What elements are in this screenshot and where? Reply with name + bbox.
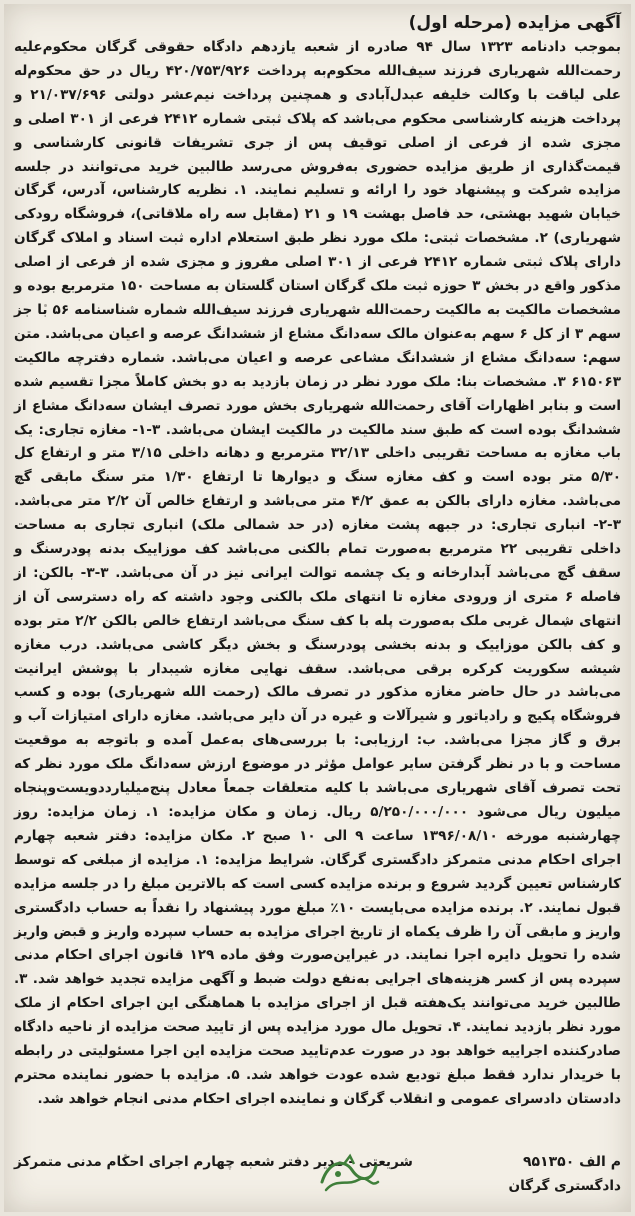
green-stamp-icon [314, 1152, 384, 1198]
notice-title: آگهی مزایده (مرحله اول) [408, 13, 621, 33]
auction-notice [14, 12, 621, 1152]
organization-name: دادگستری گرگان [508, 1178, 621, 1194]
signer-name: شریعتی - مدیر دفتر شعبه چهارم اجرای احکام مدنی متمرکز [14, 1154, 413, 1170]
newspaper-clipping [4, 4, 631, 1212]
notice-footer [14, 1150, 621, 1204]
reference-number: م الف ۹۵۱۳۵۰ [522, 1154, 621, 1170]
notice-body: بموجب دادنامه ۱۳۲۳ سال ۹۴ صادره از شعبه یازدهم دادگاه حقوقی گرگان محکوم‌علیه رحمت‌الله شهریاری فرزند سیف‌الله محکوم‌به پرداخت ۴۲۰/۷۵۳/۹۲۶ ریال در حق محکوم‌له علی لیاقت با وکالت خلیفه عبدل‌آبادی و همچنین پرداخت نیم‌عشر دولتی ۲۱/۰۳۷/۶۹۶ و پرداخت هزینه کارشناسی محکوم می‌باشد که پلاک ثبتی شماره ۲۴۱۲ فرعی از ۳۰۱ اصلی و مجزی شده از فرعی از اصلی توقیف پس از جری تشریفات قانونی کارشناسی و قیمت‌گذاری از طریق مزایده حضوری به‌فروش می‌رسد طالبین خرید می‌توانند در جلسه مزایده شرکت و پیشنهاد خود را ارائه و تسلیم نمایند. ۱. نظریه کارشناس، آدرس، گرگان خیابان شهید بهشتی، حد فاصل بهشت ۱۹ و ۲۱ (مقابل سه راه ملاقاتی)، فروشگاه رودکی شهریاری) ۲. مشخصات ثبتی: ملک مورد نظر طبق استعلام اداره ثبت اسناد و املاک گرگان دارای پلاک ثبتی شماره ۲۴۱۲ فرعی از ۳۰۱ اصلی مفروز و مجزی شده از فرعی از اصلی مذکور واقع در بخش ۳ حوزه ثبت ملک گرگان استان گلستان به مساحت ۱۵۰ مترمربع بوده و مشخصات مالکیت به مالکیت رحمت‌الله شهریاری فرزند سیف‌الله شماره شناسنامه ۵۶ با جز سهم ۳ از کل ۶ سهم به‌عنوان مالک سه‌دانگ مشاع از ششدانگ عرصه و اعیان می‌باشد. متن سهم: سه‌دانگ مشاع از ششدانگ مشاعی عرصه و اعیان می‌باشد. شماره دفترچه مالکیت ۶۱۵۰۶۳ ۳. مشخصات بنا: ملک مورد نظر در زمان بازدید به دو بخش کاملاً مجزا تقسیم شده است و بنابر اظهارات آقای رحمت‌الله شهریاری بخش مورد تصرف ایشان سه‌دانگ مشاع از ششدانگ بوده است که طبق سند مالکیت در مالکیت ایشان می‌باشد. ۳-۱- مغازه تجاری: یک باب مغازه به مساحت تقریبی داخلی ۳۲/۱۳ مترمربع و دهانه داخلی ۳/۱۵ متر و ارتفاع کل ۵/۳۰ متر بوده است و کف مغازه سنگ و دیوارها تا ارتفاع ۱/۳۰ متر سنگ مابقی گچ می‌باشد. مغازه دارای بالکن به عمق ۴/۲ متر می‌باشد و ارتفاع خالص آن ۲/۲ متر می‌باشد. ۳-۲- انباری تجاری: در جبهه پشت مغازه (در حد شمالی ملک) انباری تجاری به مساحت داخلی تقریبی ۲۲ مترمربع به‌صورت تمام بالکنی می‌باشد کف موزاییک بدنه پودرسنگ و سقف گچ می‌باشد آبدارخانه و یک چشمه توالت ایرانی نیز در آن می‌باشد. ۳-۳- بالکن: از فاصله ۶ متری از ورودی مغازه تا انتهای ملک بالکنی وجود داشته که راه دسترسی آن از انتهای شمال غربی ملک به‌صورت پله با کف سنگ می‌باشد ارتفاع خالص بالکن ۲/۲ متر بوده و کف بالکن موزاییک و بدنه بخشی پودرسنگ و بخش دیگر کاشی می‌باشد. درب مغازه شیشه سکوریت کرکره برقی می‌باشد. سقف نهایی مغازه شیبدار با پوشش ایرانیت می‌باشد در حال حاضر مغازه مذکور در تصرف مالک (رحمت الله شهریاری) بوده و کسب فروشگاه پکیج و رادیاتور و شیرآلات و غیره در آن دایر می‌باشد. مغازه دارای امتیازات آب و برق و گاز مجزا می‌باشد. ب: ارزیابی: با بررسی‌های به‌عمل آمده و باتوجه به موقعیت مساحت و با در نظر گرفتن سایر عوامل مؤثر در موضوع ارزش سه‌دانگ ملک مورد نظر که تحت تصرف آقای شهریاری می‌باشد با کلیه متعلقات جمعاً معادل پنج‌میلیارد‌دویست‌وپنجاه میلیون ریال می‌شود ۵/۲۵۰/۰۰۰/۰۰۰ ریال. زمان و مکان مزایده: ۱. زمان مزایده: روز چهارشنبه مورخه ۱۳۹۶/۰۸/۱۰ ساعت ۹ الی ۱۰ صبح ۲. مکان مزایده: دفتر شعبه چهارم اجرای احکام مدنی متمرکز دادگستری گرگان. شرایط مزایده: ۱. مزایده از مبلغی که توسط کارشناس تعیین گردید شروع و برنده مزایده کسی است که بالاترین مبلغ را در جلسه مزایده قبول نمایند. ۲. برنده مزایده می‌بایست ۱۰٪ مبلغ مورد پیشنهاد را نقداً به حساب دادگستری واریز و مابقی آن را ظرف یکماه از تاریخ اجرای مزایده به حساب سپرده واریز و قبض واریز شده را تحویل دایره اجرا نمایند. در غیراین‌صورت وفق ماده ۱۲۹ قانون اجرای احکام مدنی سپرده پس از کسر هزینه‌های اجرایی به‌نفع دولت ضبط و آگهی مزایده تجدید خواهد شد. ۳. طالبین خرید می‌توانند یک‌هفته قبل از اجرای مزایده با هماهنگی این اجرای احکام از ملک مورد نظر بازدید نمایند. ۴. تحویل مال مورد مزایده پس از تایید صحت مزایده از ناحیه دادگاه صادرکننده اجراییه خواهد بود در صورت عدم‌تایید صحت مزایده این اجرا مسئولیتی در رابطه با خریدار ندارد فقط مبلغ تودیع شده عودت خواهد شد. ۵. مزایده با حضور نماینده محترم دادستان دادسرای عمومی و انقلاب گرگان و نماینده اجرای احکام مدنی انجام خواهد شد. [14, 39, 622, 1107]
